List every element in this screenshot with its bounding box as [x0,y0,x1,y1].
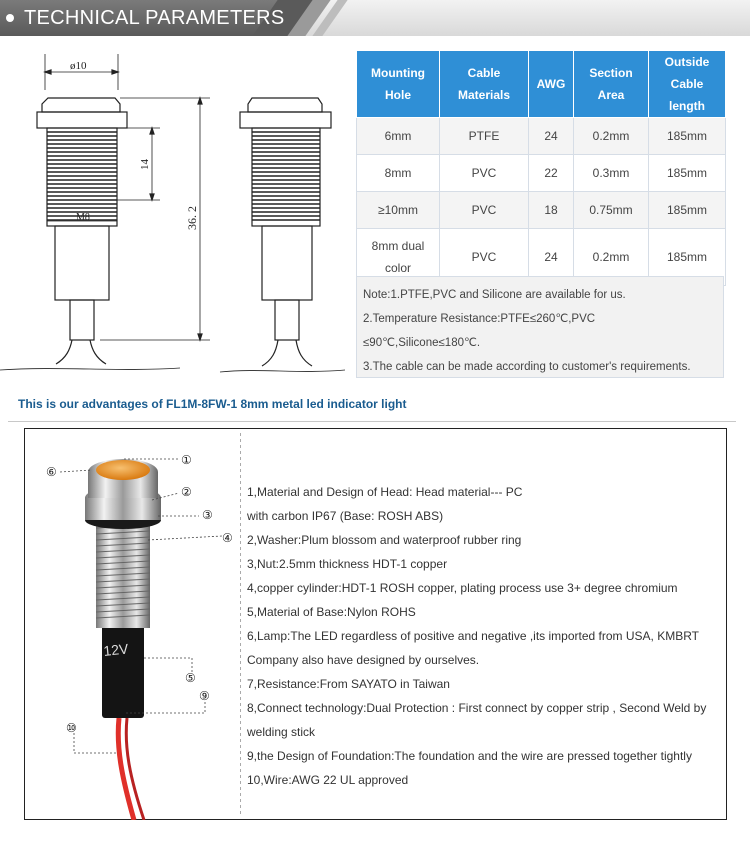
table-row [357,192,726,229]
bullet-icon [6,14,14,22]
dim-thread-length: 14 [139,159,151,170]
list-item: 2,Washer:Plum blossom and waterproof rubber ring [247,533,522,547]
callout-10-icon: ⑩ [66,721,77,735]
note-line: 3.The cable can be made according to customer's requirements. [363,361,691,373]
note-line: Note:1.PTFE,PVC and Silicone are available for us. [363,289,626,301]
cell-area: 0.75mm [574,192,649,229]
cell-awg: 18 [529,192,574,229]
product-photo [24,428,240,820]
list-item: 8,Connect technology:Dual Protection : First connect by copper strip , Second Weld by [247,701,707,715]
callout-2-icon: ② [181,485,192,499]
list-item: welding stick [247,725,316,739]
divider [8,421,736,422]
callout-6-icon: ⑥ [46,465,57,479]
header-cable-length: Outside Cable length [649,51,726,118]
cell-length: 185mm [649,155,726,192]
list-item: 7,Resistance:From SAYATO in Taiwan [247,677,450,691]
cell-hole: ≥10mm [357,192,440,229]
cell-awg: 24 [529,118,574,155]
dim-diameter: ø10 [70,60,87,72]
list-item: 5,Material of Base:Nylon ROHS [247,605,416,619]
table-row [357,155,726,192]
header-mounting-hole: Mounting Hole [357,51,440,118]
spec-table [356,50,726,286]
list-item: Company also have designed by ourselves. [247,653,480,667]
table-note [356,276,724,378]
header-cable-materials: Cable Materials [440,51,529,118]
advantages-title: This is our advantages of FL1M-8FW-1 8mm metal led indicator light [18,397,407,411]
cell-hole: 8mm [357,155,440,192]
section-header [0,0,750,36]
cell-material: PVC [440,229,529,286]
list-item: 6,Lamp:The LED regardless of positive and negative ,its imported from USA, KMBRT [247,629,699,643]
feature-list [247,480,717,792]
cell-awg: 24 [529,229,574,286]
panel-separator [240,433,241,815]
list-item: with carbon IP67 (Base: ROSH ABS) [247,509,444,523]
cell-material: PTFE [440,118,529,155]
dim-total-length: 36. 2 [185,206,199,230]
list-item: 10,Wire:AWG 22 UL approved [247,773,409,787]
list-item: 4,copper cylinder:HDT-1 ROSH copper, plating process use 3+ degree chromium [247,581,678,595]
cell-area: 0.3mm [574,155,649,192]
callout-5-icon: ⑤ [185,671,196,685]
note-line: 2.Temperature Resistance:PTFE≤260℃,PVC [363,313,596,325]
header-awg: AWG [529,51,574,118]
table-header-row [357,51,726,118]
cell-length: 185mm [649,118,726,155]
callout-4-icon: ④ [222,531,233,545]
cell-area: 0.2mm [574,118,649,155]
cell-material: PVC [440,192,529,229]
list-item: 1,Material and Design of Head: Head material--- PC [247,485,523,499]
cell-length: 185mm [649,192,726,229]
cell-hole: 6mm [357,118,440,155]
callout-9-icon: ⑨ [199,689,210,703]
dim-thread: M8 [76,212,90,223]
note-line: ≤90℃,Silicone≤180℃. [363,337,481,349]
cell-awg: 22 [529,155,574,192]
technical-drawing [0,50,350,380]
section-title: TECHNICAL PARAMETERS [24,7,285,29]
cell-length: 185mm [649,229,726,286]
cell-material: PVC [440,155,529,192]
list-item: 9,the Design of Foundation:The foundation and the wire are pressed together tightly [247,749,692,763]
callout-3-icon: ③ [202,508,213,522]
table-row [357,118,726,155]
header-section-area: Section Area [574,51,649,118]
cell-area: 0.2mm [574,229,649,286]
callout-1-icon: ① [181,453,192,467]
list-item: 3,Nut:2.5mm thickness HDT-1 copper [247,557,448,571]
voltage-label: 12V [102,640,130,659]
cell-hole: 8mm dual color [357,229,440,286]
